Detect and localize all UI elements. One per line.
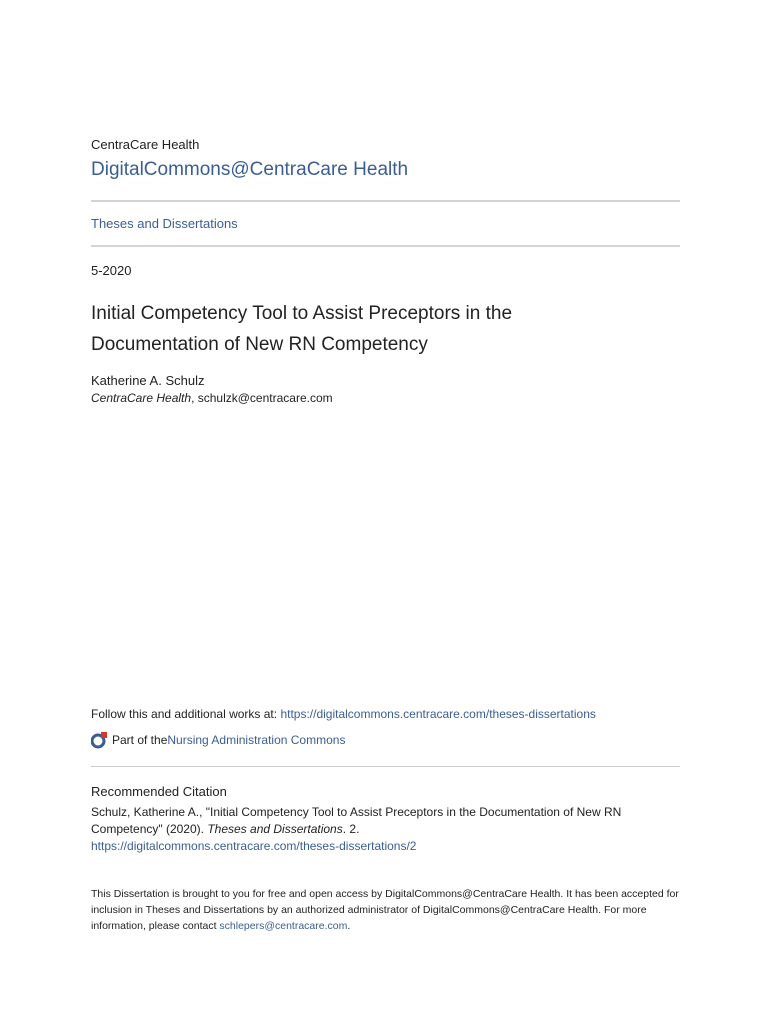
author-affiliation [91, 391, 333, 405]
repository-link[interactable]: DigitalCommons@CentraCare Health [91, 159, 409, 180]
collection-url-link[interactable]: https://digitalcommons.centracare.com/theses-dissertations [280, 707, 596, 721]
cover-page [91, 0, 680, 1024]
notice-end: . [347, 920, 351, 932]
access-notice [91, 886, 681, 934]
network-icon [91, 731, 109, 749]
citation-number: . 2. [342, 822, 360, 836]
document-title: Initial Competency Tool to Assist Preceptors in the Documentation of New RN Competency [91, 303, 513, 355]
commons-link[interactable]: Nursing Administration Commons [167, 733, 346, 747]
divider-top [91, 200, 680, 202]
part-of-prefix: Part of the [112, 733, 168, 747]
series-link[interactable]: Theses and Dissertations [91, 216, 238, 231]
affiliation-org: CentraCare Health [91, 391, 192, 405]
publication-date: 5-2020 [91, 263, 132, 278]
follow-prefix: Follow this and additional works at: [91, 707, 281, 721]
notice-text: This Dissertation is brought to you for free and open access by DigitalCommons@CentraCare Health. It has been accepted for inclusion in Theses and Dissertations by an authorized administrator of DigitalCommons@CentraCare Health. For more information, please contact [91, 888, 679, 932]
citation-heading: Recommended Citation [91, 784, 227, 799]
part-of-line [91, 731, 345, 749]
citation-series: Theses and Dissertations [207, 822, 343, 836]
divider-middle [91, 245, 680, 247]
divider-citation [91, 766, 680, 767]
affiliation-email: , schulzk@centracare.com [191, 391, 333, 405]
contact-email-link[interactable]: schlepers@centracare.com [219, 920, 348, 932]
citation-block [91, 804, 671, 855]
author-name: Katherine A. Schulz [91, 373, 205, 388]
citation-url-link[interactable]: https://digitalcommons.centracare.com/theses-dissertations/2 [91, 839, 417, 853]
follow-line [91, 707, 596, 721]
institution-name: CentraCare Health [91, 137, 200, 152]
citation-text: Schulz, Katherine A., "Initial Competency Tool to Assist Preceptors in the Documentation of New RN Competency" (2020). [91, 805, 622, 836]
